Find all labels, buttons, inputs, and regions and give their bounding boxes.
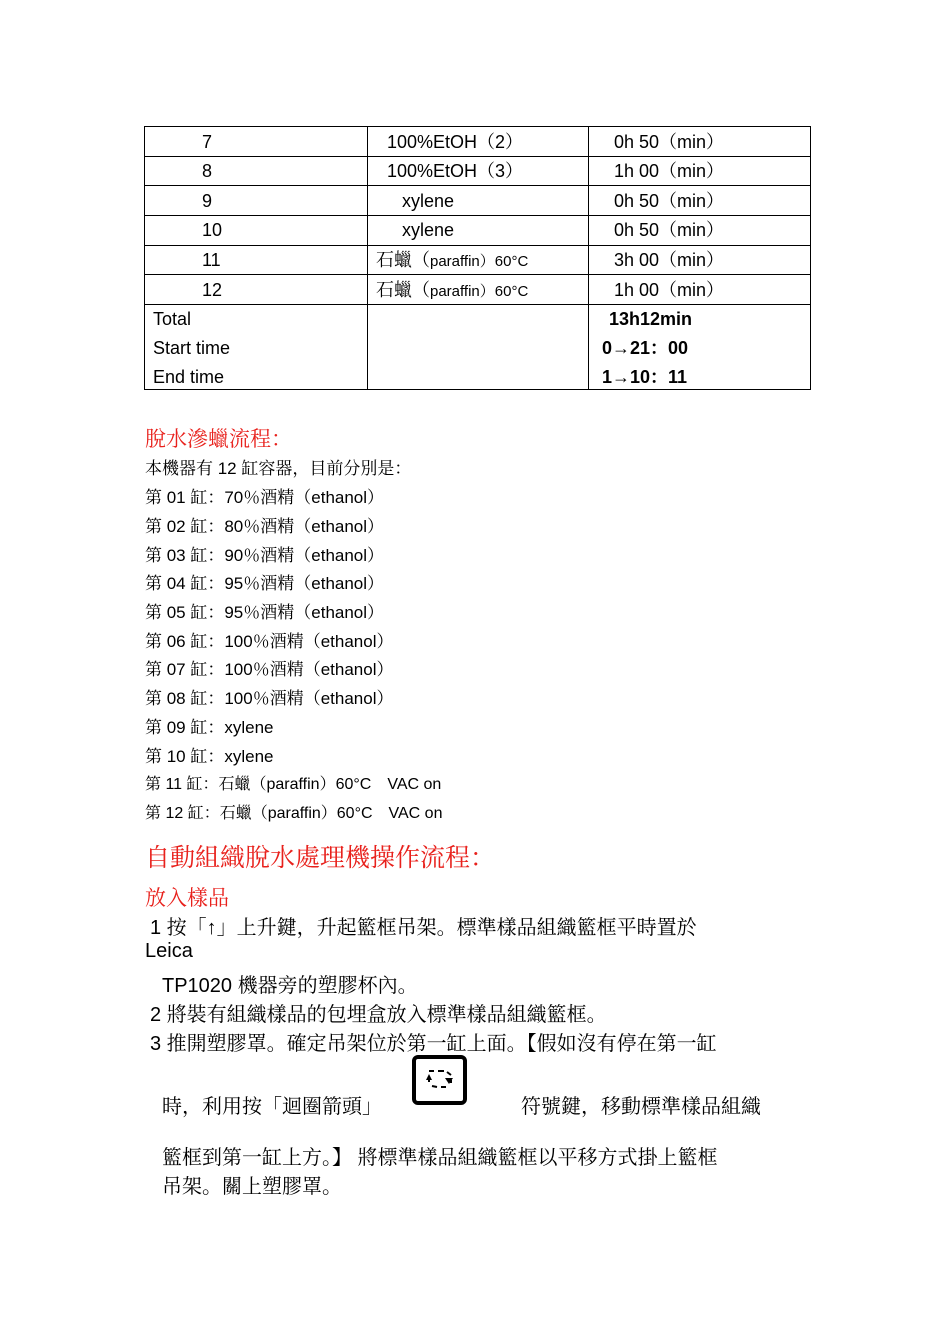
step1-line2: Leica xyxy=(145,940,193,962)
section-intro: 本機器有 12 缸容器，目前分別是： xyxy=(145,459,412,478)
step1-line3: TP1020 機器旁的塑膠杯內。 xyxy=(162,975,418,997)
list-item: 第 09 缸：xylene xyxy=(145,718,274,737)
section-subtitle-load-sample: 放入樣品 xyxy=(145,886,229,910)
list-item: 第 03 缸：90％酒精（ethanol） xyxy=(145,546,385,565)
table-cell-step: 9 xyxy=(202,191,213,211)
circular-arrow-icon xyxy=(420,1063,460,1097)
table-cell-time: 1h 00（min） xyxy=(614,161,725,181)
start-time-value: 0→21：00 xyxy=(602,338,689,358)
step2-text: 2 將裝有組織樣品的包埋盒放入標準樣品組織籃框。 xyxy=(150,1004,607,1026)
list-item: 第 06 缸：100％酒精（ethanol） xyxy=(145,632,394,651)
table-cell-reagent: xylene xyxy=(402,220,455,240)
list-item: 第 07 缸：100％酒精（ethanol） xyxy=(145,660,394,679)
table-cell-time: 1h 00（min） xyxy=(614,280,725,300)
table-cell-reagent xyxy=(376,280,528,302)
total-value: 13h12min xyxy=(609,309,693,329)
list-item: 第 08 缸：100％酒精（ethanol） xyxy=(145,689,394,708)
table-row-divider xyxy=(145,185,810,186)
step3-line3: 籃框到第一缸上方。】 將標準樣品組織籃框以平移方式掛上籃框 xyxy=(162,1147,718,1169)
reagent-sub: paraffin）60°C xyxy=(430,253,529,270)
table-row-divider xyxy=(145,156,810,157)
end-time-label: End time xyxy=(153,367,225,387)
table-cell-reagent: xylene xyxy=(402,191,455,211)
table-cell-step: 8 xyxy=(202,161,213,181)
table-cell-reagent xyxy=(376,250,528,272)
table-cell-reagent: 100%EtOH（3） xyxy=(387,161,524,181)
table-cell-time: 0h 50（min） xyxy=(614,220,725,240)
table-row-divider xyxy=(145,215,810,216)
list-item: 第 02 缸：80％酒精（ethanol） xyxy=(145,517,385,536)
step1-line1: 1 按「↑」上升鍵，升起籃框吊架。標準樣品組織籃框平時置於 xyxy=(150,917,697,939)
circular-arrow-key-icon xyxy=(412,1055,467,1105)
table-cell-reagent: 100%EtOH（2） xyxy=(387,132,524,152)
total-label: Total xyxy=(153,309,192,329)
list-item: 第 01 缸：70％酒精（ethanol） xyxy=(145,488,385,507)
table-row-divider xyxy=(145,245,810,246)
step3-line1: 3 推開塑膠罩。確定吊架位於第一缸上面。【假如沒有停在第一缸 xyxy=(150,1033,717,1055)
list-item: 第 10 缸：xylene xyxy=(145,747,274,766)
table-cell-step: 7 xyxy=(202,132,213,152)
table-cell-step: 10 xyxy=(202,220,223,240)
table-col-divider xyxy=(367,127,368,389)
reagent-main: 石蠟（ xyxy=(376,250,430,270)
list-item: 第 04 缸：95％酒精（ethanol） xyxy=(145,574,385,593)
protocol-table xyxy=(144,126,811,390)
table-col-divider xyxy=(588,127,589,389)
step3-line2a: 時，利用按「迴圈箭頭」 xyxy=(162,1096,382,1118)
table-cell-step: 11 xyxy=(202,250,221,270)
reagent-sub: paraffin）60°C xyxy=(430,283,529,300)
end-time-value: 1→10：11 xyxy=(602,367,688,387)
start-time-label: Start time xyxy=(153,338,231,358)
section-title-operation: 自動組織脫水處理機操作流程： xyxy=(145,845,496,872)
reagent-main: 石蠟（ xyxy=(376,280,430,300)
table-row-divider xyxy=(145,304,810,305)
list-item: 第 11 缸：石蠟（paraffin）60°C VAC on xyxy=(145,776,442,793)
step3-line4: 吊架。關上塑膠罩。 xyxy=(162,1176,342,1198)
table-cell-time: 0h 50（min） xyxy=(614,132,725,152)
section-title-dehydration: 脫水滲蠟流程： xyxy=(145,427,292,451)
list-item: 第 05 缸：95％酒精（ethanol） xyxy=(145,603,385,622)
table-row-divider xyxy=(145,274,810,275)
step3-line2b: 符號鍵，移動標準樣品組織 xyxy=(521,1096,761,1118)
list-item: 第 12 缸：石蠟（paraffin）60°C VAC on xyxy=(145,805,443,822)
table-cell-step: 12 xyxy=(202,280,223,300)
table-cell-time: 0h 50（min） xyxy=(614,191,725,211)
table-cell-time: 3h 00（min） xyxy=(614,250,725,270)
